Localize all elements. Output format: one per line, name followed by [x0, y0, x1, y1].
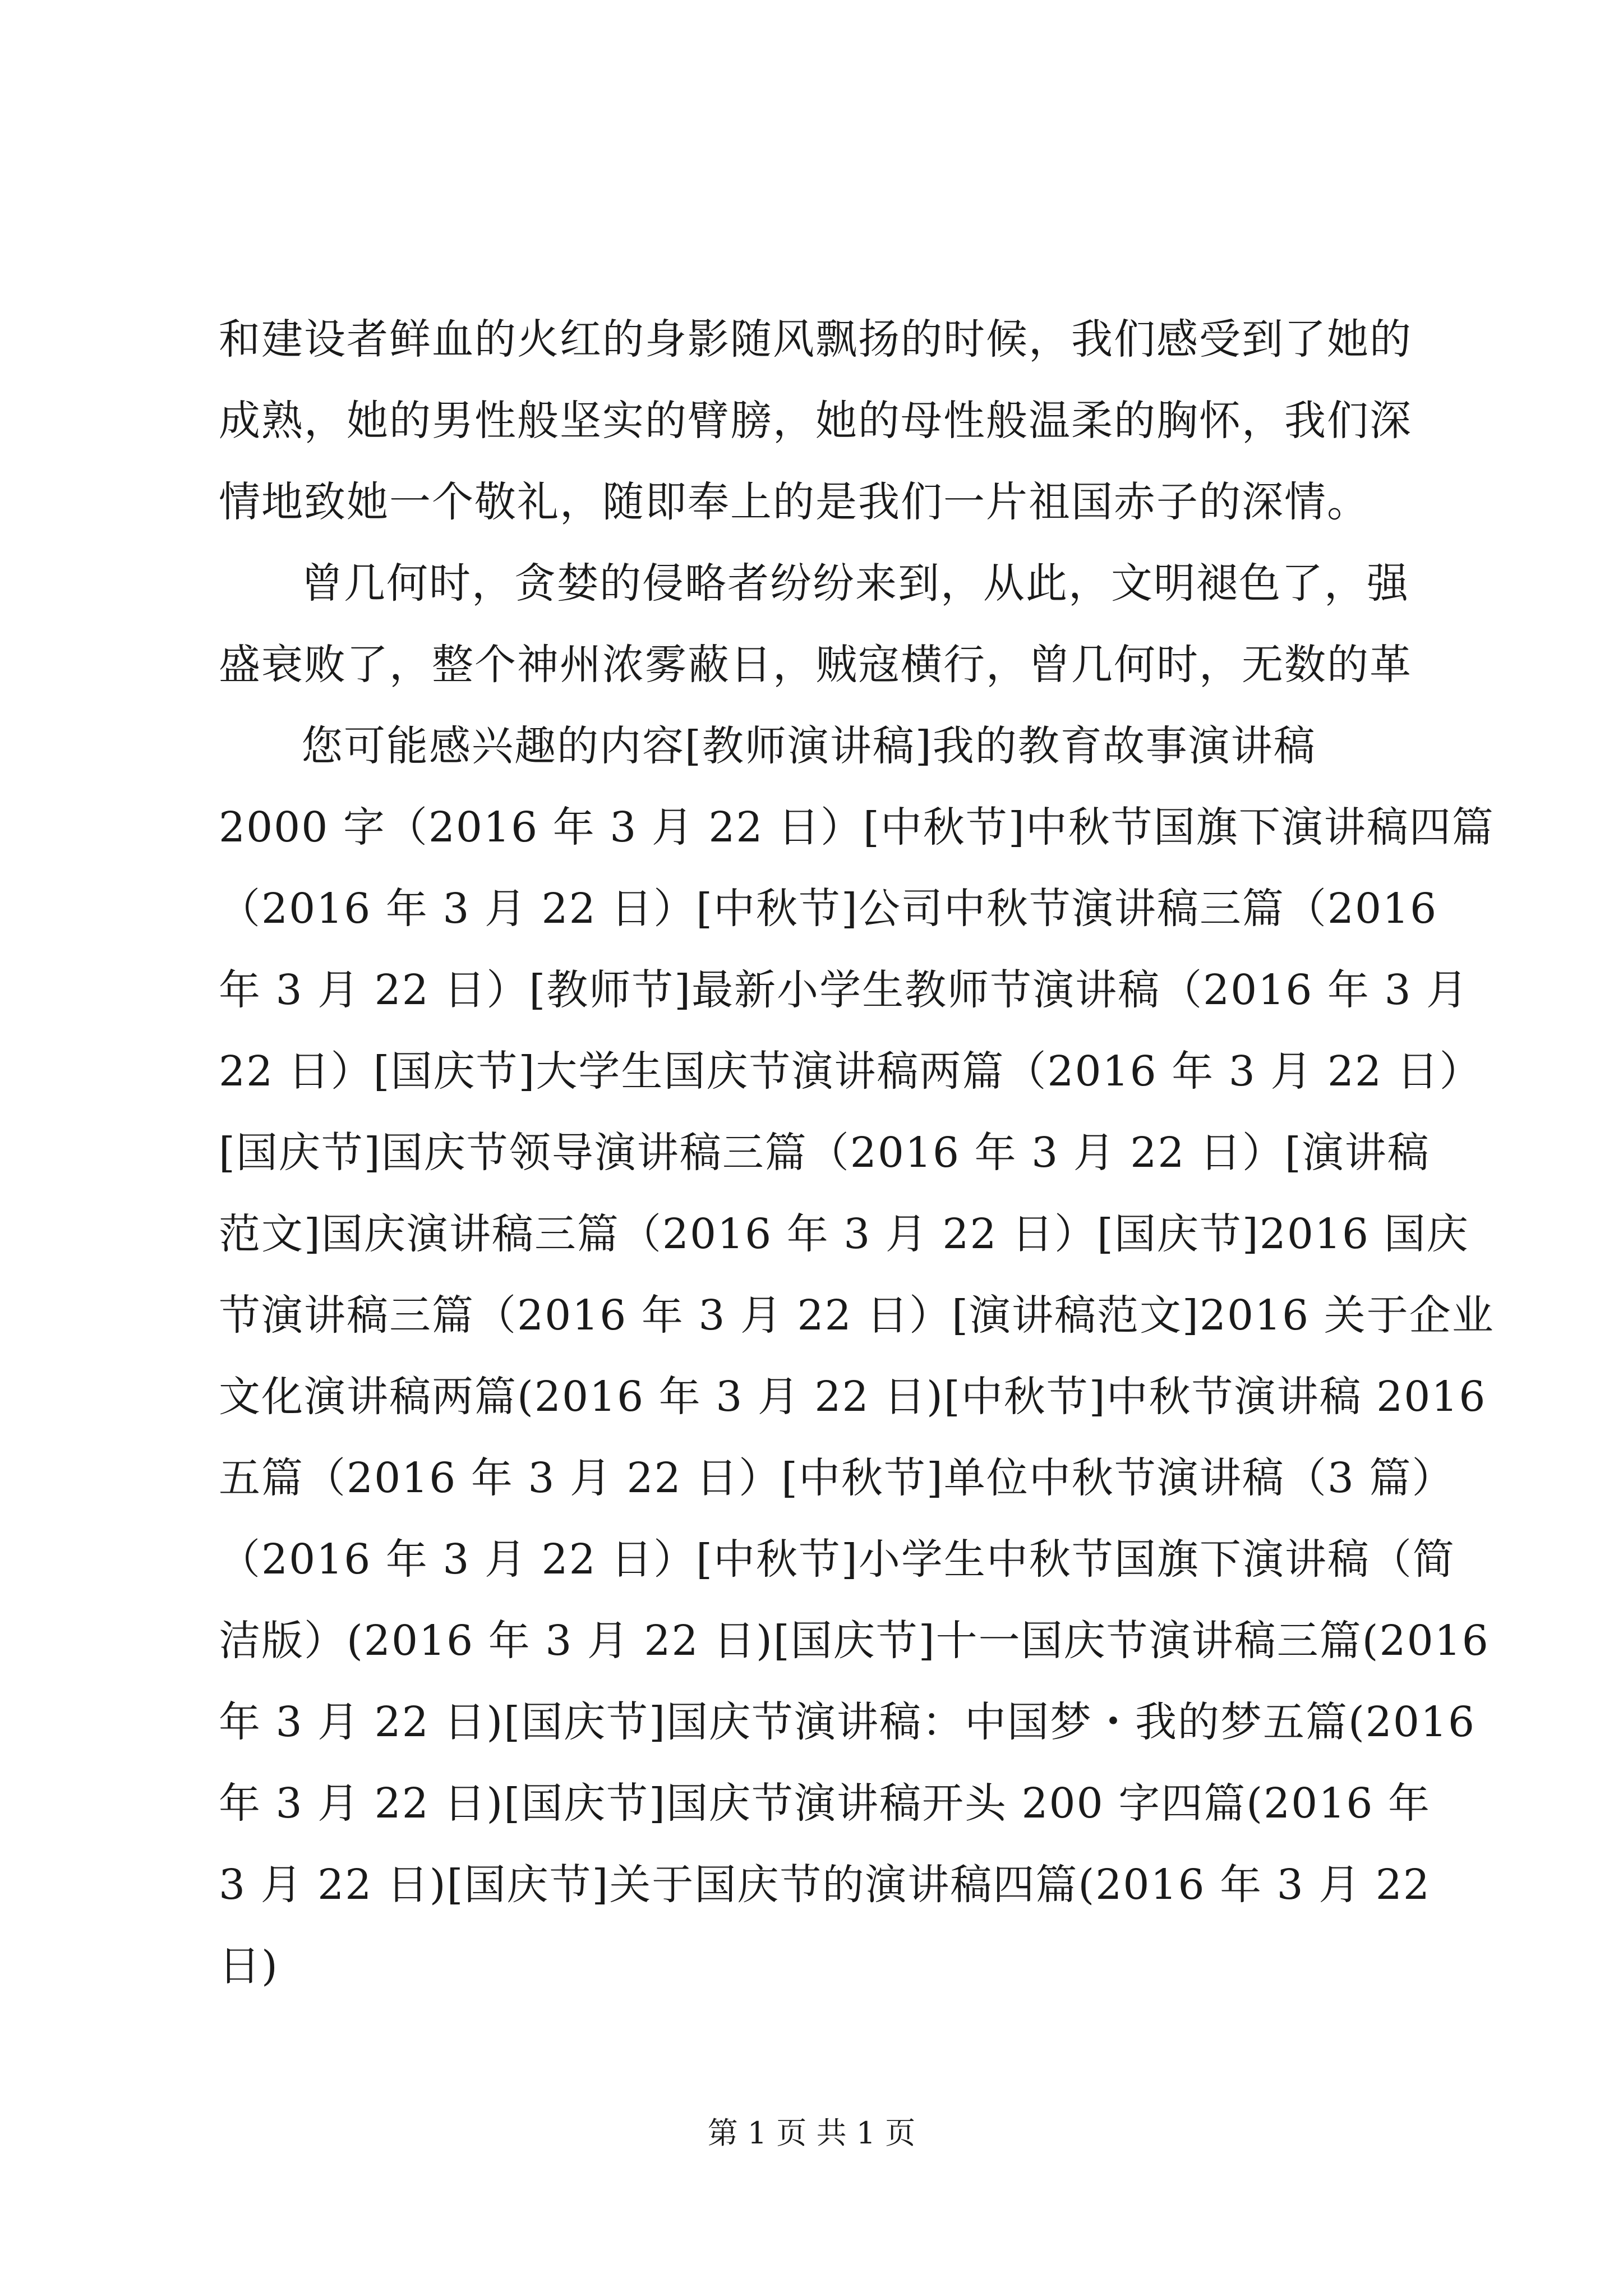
page-number-footer: 第 1 页 共 1 页: [707, 2115, 916, 2151]
related-content-line-9: 文化演讲稿两篇(2016 年 3 月 22 日)[中秋节]中秋节演讲稿 2016: [219, 1373, 1487, 1421]
related-content-line-11: （2016 年 3 月 22 日）[中秋节]小学生中秋节国旗下演讲稿（简: [219, 1535, 1455, 1584]
related-content-line-6: [国庆节]国庆节领导演讲稿三篇（2016 年 3 月 22 日）[演讲稿: [219, 1129, 1430, 1177]
related-content-line-14: 年 3 月 22 日)[国庆节]国庆节演讲稿开头 200 字四篇(2016 年: [219, 1779, 1431, 1828]
related-content-line-10: 五篇（2016 年 3 月 22 日）[中秋节]单位中秋节演讲稿（3 篇）: [219, 1454, 1455, 1502]
paragraph-1-line-1: 和建设者鲜血的火红的身影随风飘扬的时候，我们感受到了她的: [219, 315, 1412, 364]
paragraph-2-line-2: 盛衰败了，整个神州浓雾蔽日，贼寇横行，曾几何时，无数的革: [219, 641, 1412, 689]
paragraph-2-line-1: 曾几何时，贪婪的侵略者纷纷来到，从此，文明褪色了，强: [301, 559, 1409, 608]
related-content-line-2: 2000 字（2016 年 3 月 22 日）[中秋节]中秋节国旗下演讲稿四篇: [219, 803, 1495, 852]
related-content-line-4: 年 3 月 22 日）[教师节]最新小学生教师节演讲稿（2016 年 3 月: [219, 966, 1469, 1014]
paragraph-1-line-2: 成熟，她的男性般坚实的臂膀，她的母性般温柔的胸怀，我们深: [219, 397, 1412, 445]
related-content-line-3: （2016 年 3 月 22 日）[中秋节]公司中秋节演讲稿三篇（2016: [219, 885, 1438, 933]
paragraph-1-line-3: 情地致她一个敬礼，随即奉上的是我们一片祖国赤子的深情。: [219, 478, 1370, 526]
related-content-line-15: 3 月 22 日)[国庆节]关于国庆节的演讲稿四篇(2016 年 3 月 22: [219, 1861, 1431, 1909]
related-content-line-5: 22 日）[国庆节]大学生国庆节演讲稿两篇（2016 年 3 月 22 日）: [219, 1047, 1482, 1096]
related-content-line-1: 您可能感兴趣的内容[教师演讲稿]我的教育故事演讲稿: [301, 722, 1316, 770]
related-content-line-13: 年 3 月 22 日)[国庆节]国庆节演讲稿：中国梦・我的梦五篇(2016: [219, 1698, 1476, 1746]
related-content-line-8: 节演讲稿三篇（2016 年 3 月 22 日）[演讲稿范文]2016 关于企业: [219, 1291, 1495, 1340]
related-content-line-16: 日): [219, 1942, 279, 1990]
related-content-line-12: 洁版）(2016 年 3 月 22 日)[国庆节]十一国庆节演讲稿三篇(2016: [219, 1617, 1490, 1665]
related-content-line-7: 范文]国庆演讲稿三篇（2016 年 3 月 22 日）[国庆节]2016 国庆: [219, 1210, 1469, 1258]
